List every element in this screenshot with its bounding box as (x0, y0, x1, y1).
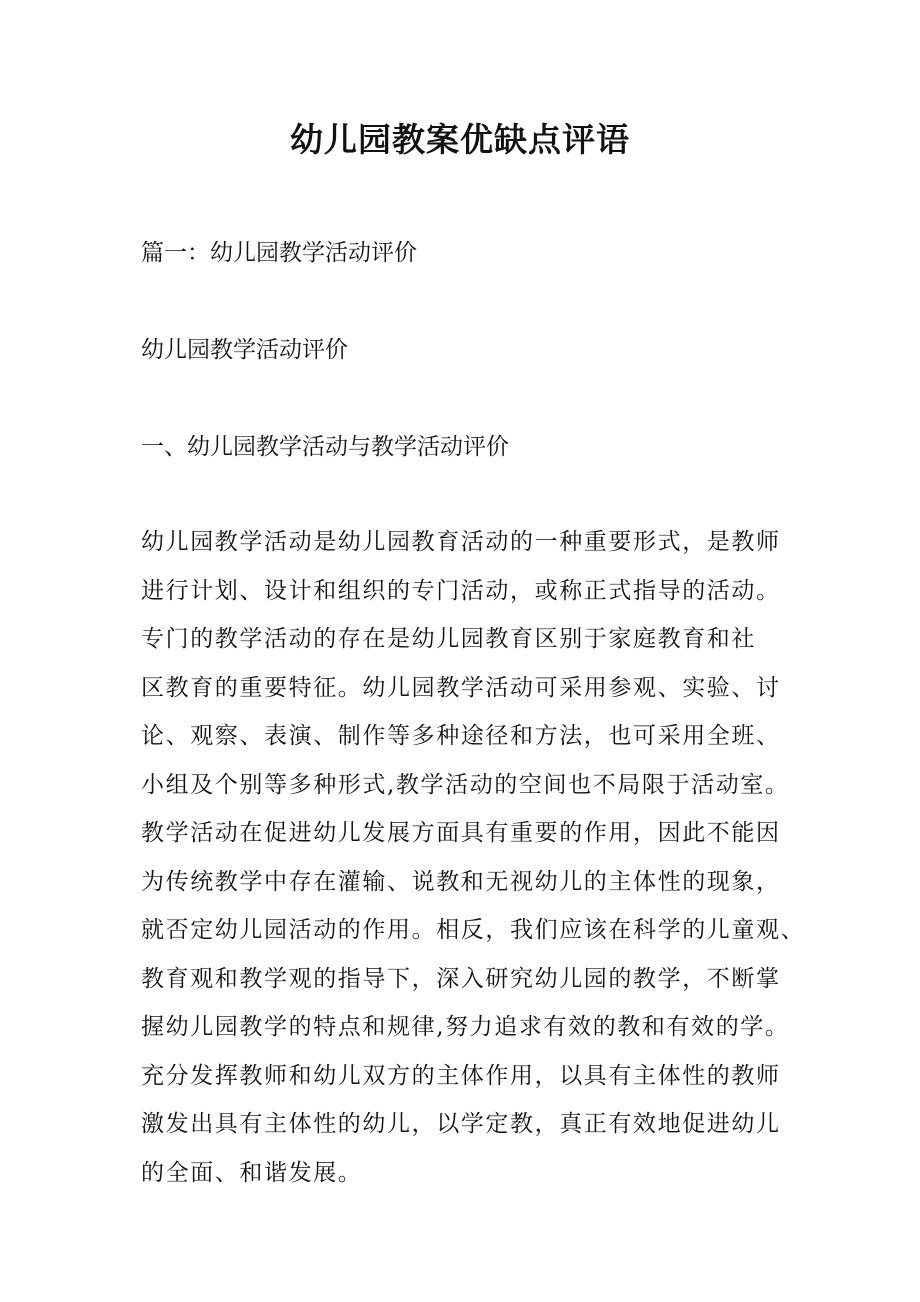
paragraph-line: 小组及个别等多种形式,教学活动的空间也不局限于活动室。 (141, 771, 790, 798)
paragraph-line: 进行计划、设计和组织的专门活动，或称正式指导的活动。 (141, 577, 781, 604)
paragraph-line: 教学活动在促进幼儿发展方面具有重要的作用，因此不能因 (141, 820, 781, 846)
body-paragraph (141, 525, 806, 1204)
paragraph-line: 为传统教学中存在灌输、说教和无视幼儿的主体性的现象， (141, 868, 781, 895)
paragraph-line: 握幼儿园教学的特点和规律,努力追求有效的教和有效的学。 (141, 1014, 790, 1040)
paragraph-line: 专门的教学活动的存在是幼儿园教育区别于家庭教育和社 (141, 626, 756, 652)
paragraph-line: 教育观和教学观的指导下，深入研究幼儿园的教学，不断掌 (141, 965, 781, 992)
section-heading: 篇一：幼儿园教学活动评价 (141, 240, 417, 266)
subsection-heading: 一、幼儿园教学活动与教学活动评价 (141, 434, 509, 460)
paragraph-line: 充分发挥教师和幼儿双方的主体作用，以具有主体性的教师 (141, 1062, 781, 1089)
paragraph-line: 幼儿园教学活动是幼儿园教育活动的一种重要形式，是教师 (141, 529, 781, 555)
paragraph-line: 就否定幼儿园活动的作用。相反，我们应该在科学的儿童观、 (141, 917, 806, 943)
paragraph-line: 论、观察、表演、制作等多种途径和方法，也可采用全班、 (141, 723, 781, 749)
document-title: 幼儿园教案优缺点评语 (290, 120, 630, 159)
subtitle: 幼儿园教学活动评价 (141, 337, 348, 363)
paragraph-line: 区教育的重要特征。幼儿园教学活动可采用参观、实验、讨 (141, 674, 781, 701)
paragraph-line: 的全面、和谐发展。 (141, 1159, 363, 1186)
paragraph-line: 激发出具有主体性的幼儿，以学定教，真正有效地促进幼儿 (141, 1111, 781, 1137)
